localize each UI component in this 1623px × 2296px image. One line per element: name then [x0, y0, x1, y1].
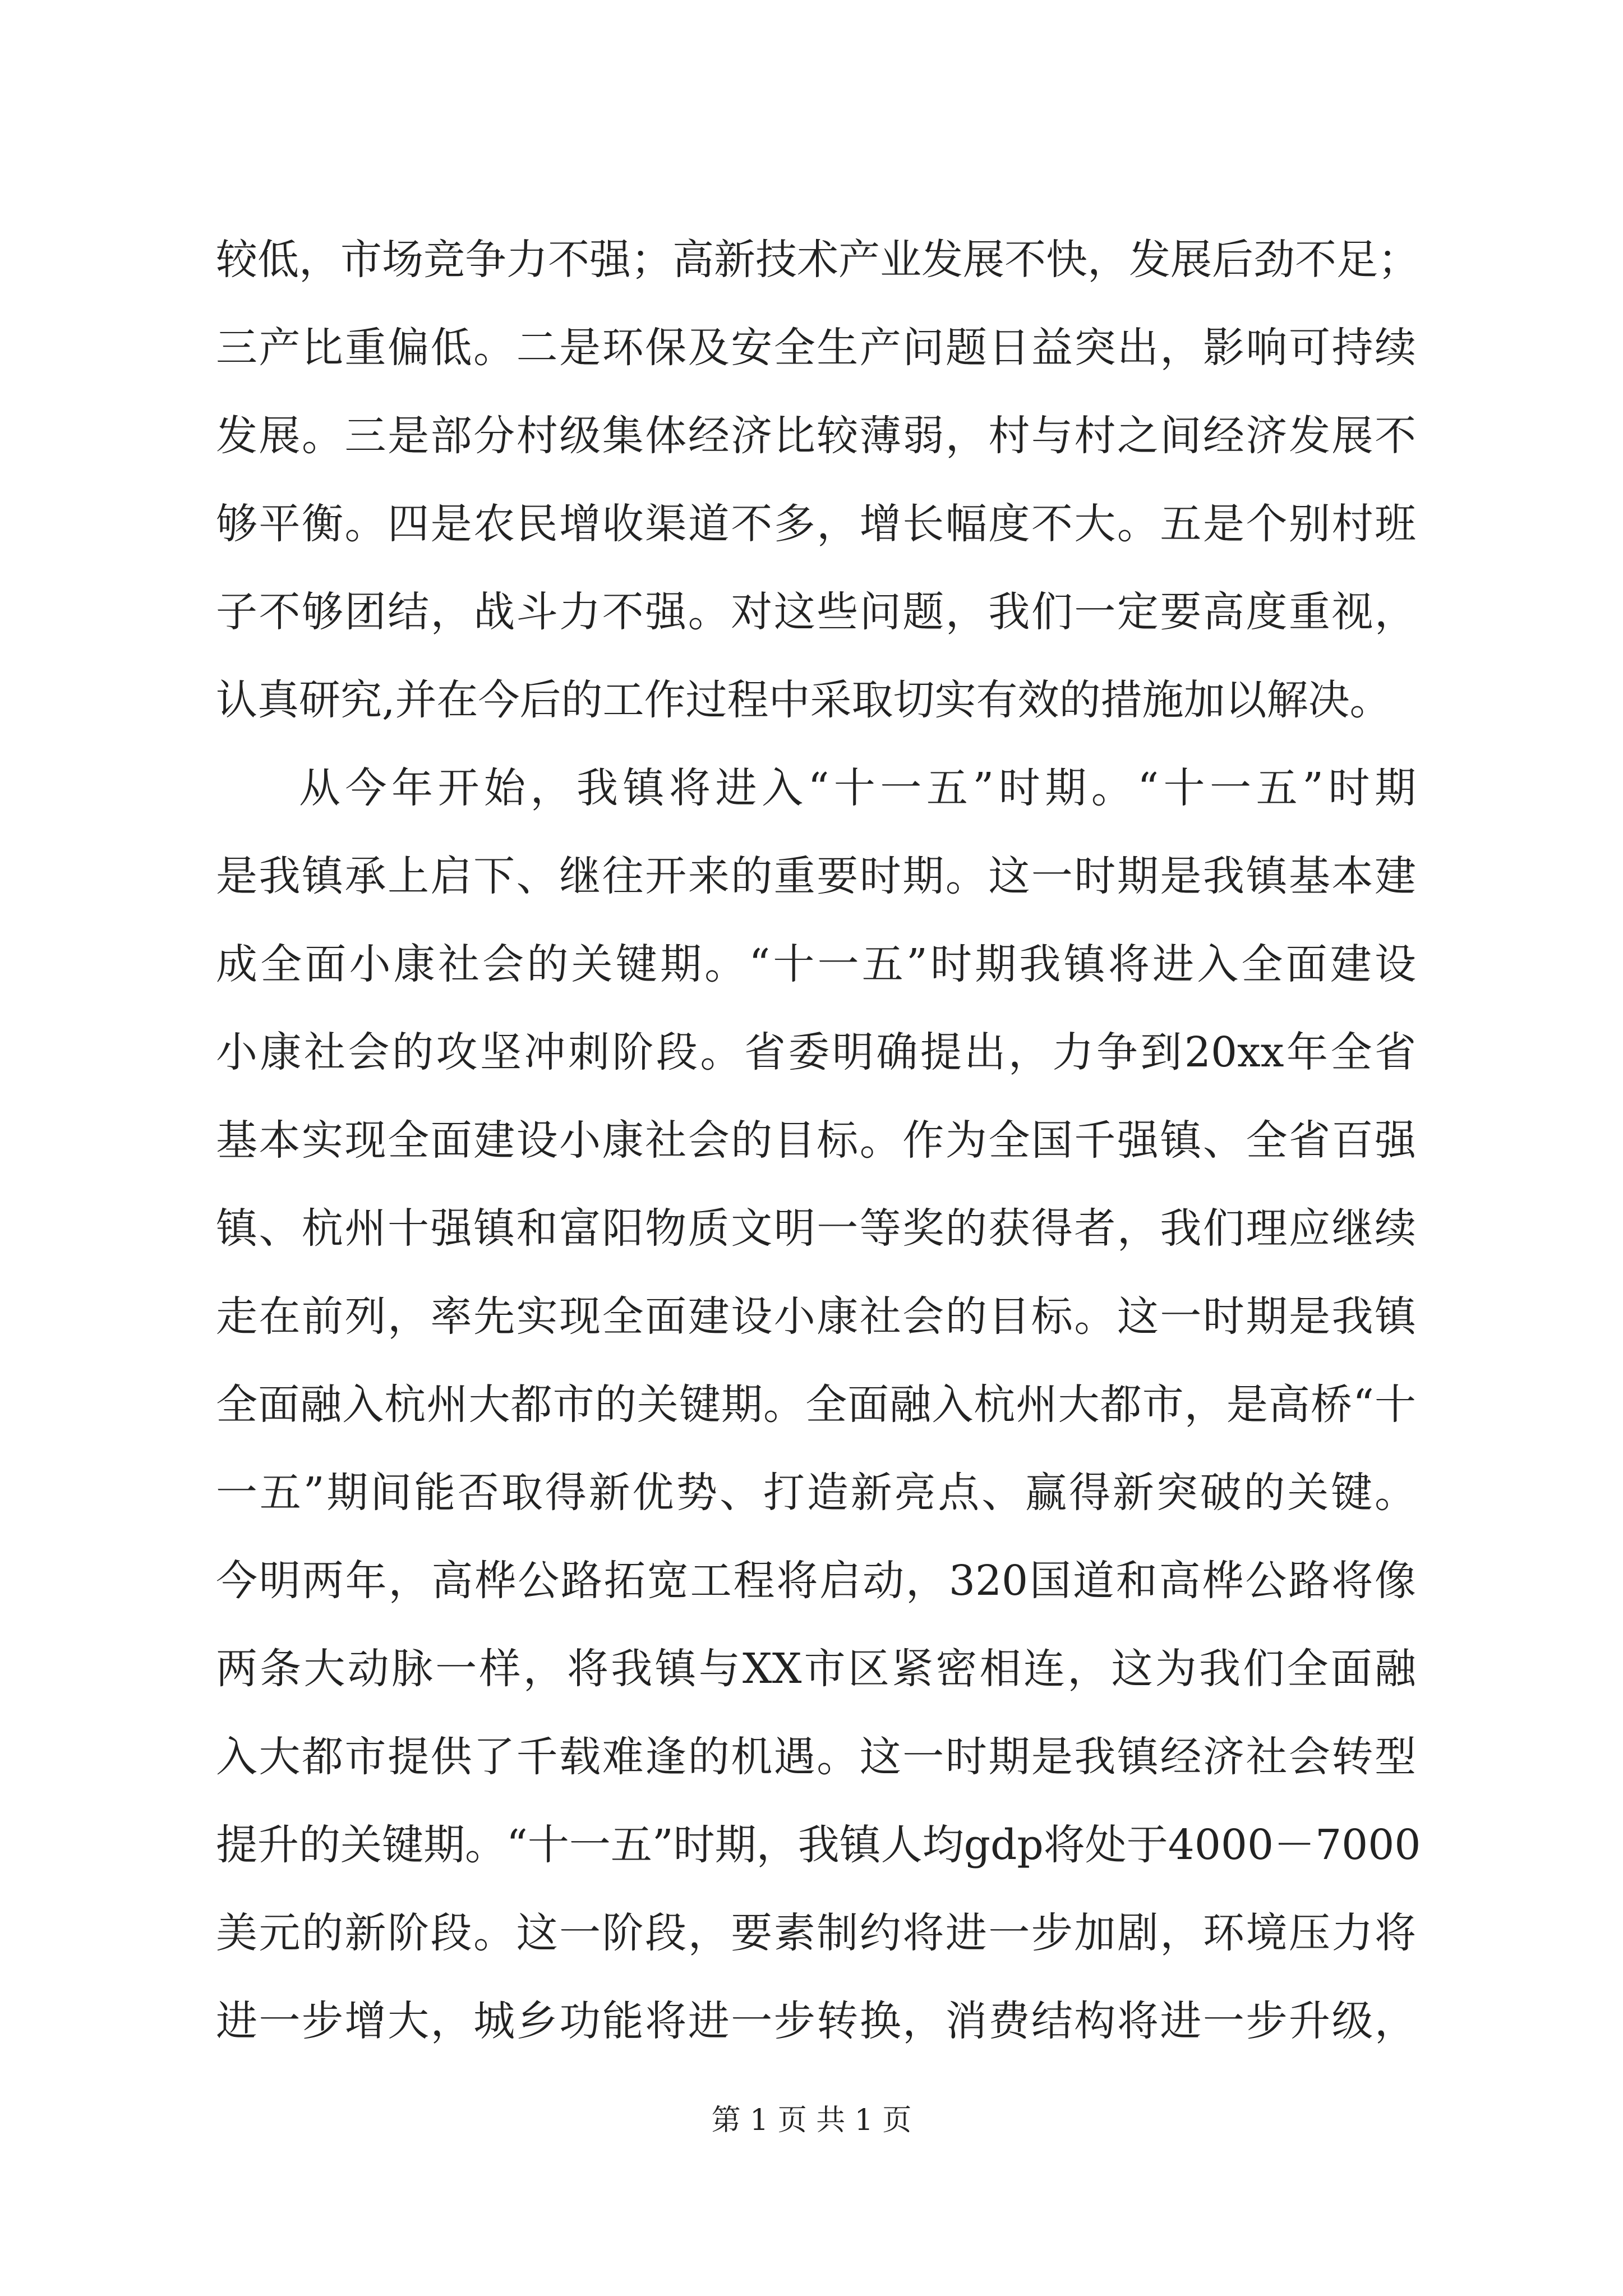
- text-line: 是我镇承上启下、继往开来的重要时期。这一时期是我镇基本建: [216, 852, 1416, 900]
- paragraph: [216, 216, 1419, 744]
- text-line: 入大都市提供了千载难逢的机遇。这一时期是我镇经济社会转型: [216, 1733, 1416, 1781]
- text-line: 够平衡。四是农民增收渠道不多，增长幅度不大。五是个别村班: [216, 500, 1416, 548]
- text-line: 进一步增大，城乡功能将进一步转换，消费结构将进一步升级，: [216, 1997, 1416, 2045]
- text-line: 较低，市场竞争力不强；高新技术产业发展不快，发展后劲不足；: [216, 236, 1419, 284]
- text-line: 走在前列，率先实现全面建设小康社会的目标。这一时期是我镇: [216, 1292, 1416, 1341]
- text-line: 小康社会的攻坚冲刺阶段。省委明确提出，力争到20xx年全省: [216, 1028, 1416, 1076]
- text-line: 一五”期间能否取得新优势、打造新亮点、赢得新突破的关键。: [216, 1469, 1416, 1517]
- text-line: 三产比重偏低。二是环保及安全生产问题日益突出，影响可持续: [216, 324, 1416, 372]
- text-line: 子不够团结，战斗力不强。对这些问题，我们一定要高度重视，: [216, 588, 1416, 636]
- text-line: 提升的关键期。“十一五”时期，我镇人均gdp将处于4000－7000: [216, 1821, 1421, 1869]
- text-line: 今明两年，高桦公路拓宽工程将启动，320国道和高桦公路将像: [216, 1557, 1416, 1605]
- text-line: 成全面小康社会的关键期。“十一五”时期我镇将进入全面建设: [216, 940, 1416, 988]
- text-line: 两条大动脉一样，将我镇与XX市区紧密相连，这为我们全面融: [216, 1645, 1416, 1693]
- text-line: 全面融入杭州大都市的关键期。全面融入杭州大都市，是高桥“十: [216, 1381, 1416, 1429]
- text-line: 镇、杭州十强镇和富阳物质文明一等奖的获得者，我们理应继续: [216, 1204, 1416, 1253]
- page-number-label: 第 1 页 共 1 页: [711, 2104, 912, 2137]
- document-body: [216, 216, 1421, 2065]
- text-line: 从今年开始，我镇将进入“十一五”时期。“十一五”时期: [299, 764, 1416, 812]
- text-line: 美元的新阶段。这一阶段，要素制约将进一步加剧，环境压力将: [216, 1909, 1416, 1957]
- page-footer: [0, 2101, 1623, 2140]
- text-line: 发展。三是部分村级集体经济比较薄弱，村与村之间经济发展不: [216, 412, 1416, 460]
- text-line: 认真研究,并在今后的工作过程中采取切实有效的措施加以解决。: [216, 676, 1391, 724]
- text-line: 基本实现全面建设小康社会的目标。作为全国千强镇、全省百强: [216, 1116, 1416, 1165]
- paragraph: [216, 744, 1421, 2065]
